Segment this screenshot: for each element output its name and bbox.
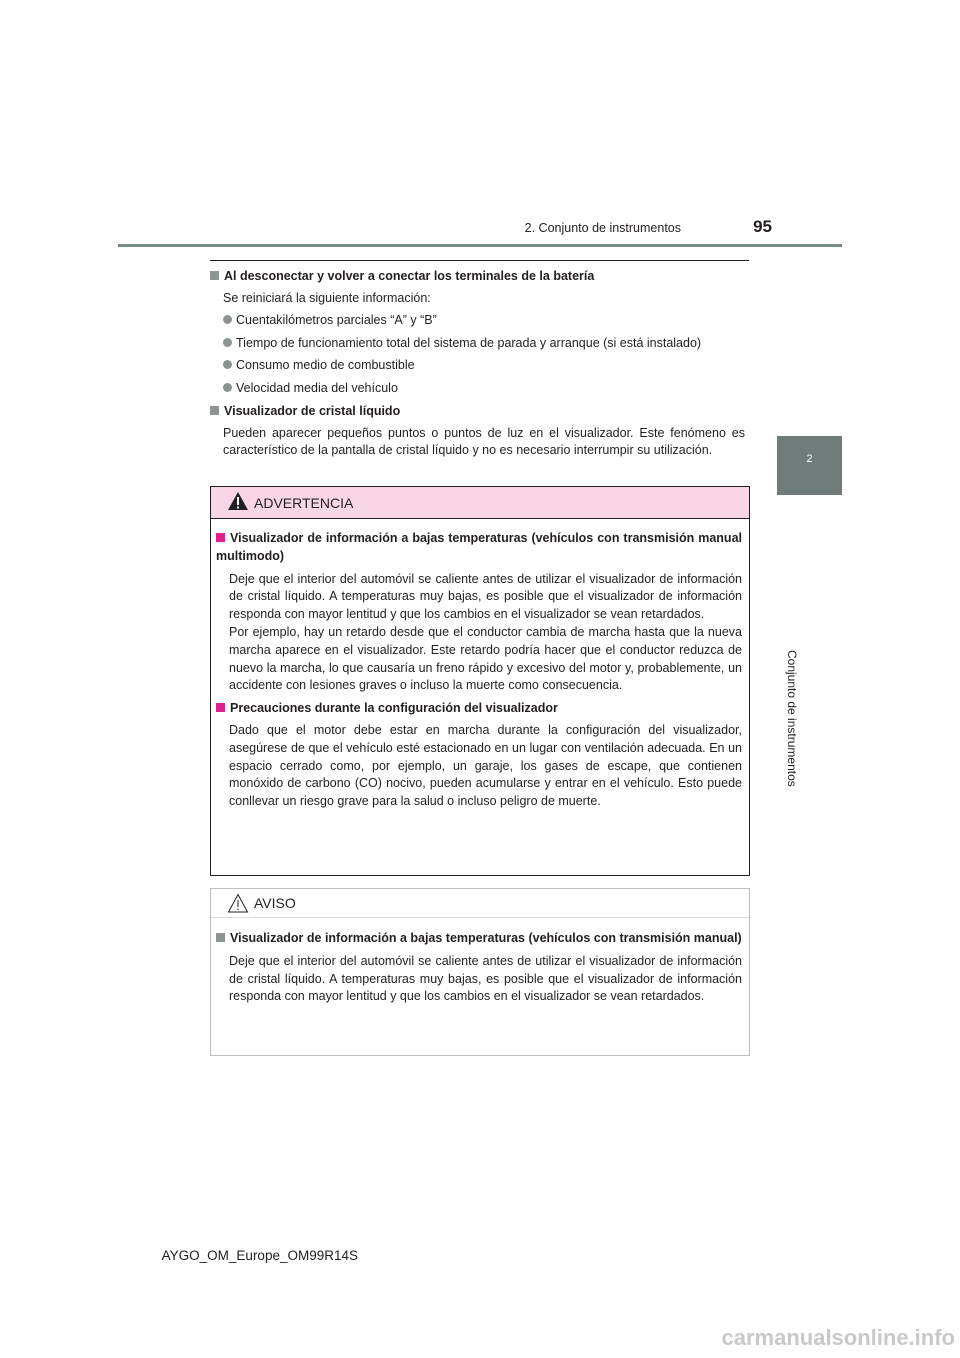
chapter-tab-label: Conjunto de instrumentos xyxy=(785,650,799,787)
watermark: carmanualsonline.info xyxy=(721,1325,955,1350)
section-lcd-body: Pueden aparecer pequeños puntos o puntos de luz en el visualizador. Este fenómeno es característico de la pantalla de cristal líquido y no es necesario interrumpir su utilización. xyxy=(223,425,745,458)
warning-item-heading: Visualizador de información a bajas temperaturas (vehículos con transmisión manual multimodo) xyxy=(216,531,742,563)
square-bullet-icon xyxy=(216,533,225,542)
section-lcd-heading: Visualizador de cristal líquido xyxy=(210,403,745,421)
round-bullet-icon xyxy=(223,360,232,369)
warning-content xyxy=(216,530,742,811)
document-code: AYGO_OM_Europe_OM99R14S xyxy=(161,1248,358,1263)
round-bullet-icon xyxy=(223,315,232,324)
list-item: Consumo medio de combustible xyxy=(223,357,745,375)
header-rule xyxy=(118,244,842,247)
square-bullet-icon xyxy=(210,406,219,415)
list-item: Tiempo de funcionamiento total del sistema de parada y arranque (si está instalado) xyxy=(223,335,745,353)
section-battery-intro: Se reiniciará la siguiente información: xyxy=(223,290,431,305)
warning-label: ADVERTENCIA xyxy=(254,495,354,511)
section-battery-heading: Al desconectar y volver a conectar los terminales de la batería xyxy=(210,268,745,286)
notice-item-body: Deje que el interior del automóvil se caliente antes de utilizar el visualizador de información de cristal líquido. A temperaturas muy bajas, es posible que el visualizador de información responda con mayor lentitud y que los cambios en el visualizador se vean retardados. xyxy=(229,953,742,1004)
content-top-rule xyxy=(210,260,749,261)
notice-item-heading: Visualizador de información a bajas temperaturas (vehículos con transmisión manual) xyxy=(216,930,742,948)
warning-item-body: Por ejemplo, hay un retardo desde que el conductor cambia de marcha hasta que la nueva marcha aparece en el visualizador. Este retardo podría hacer que el conductor reduzca de nuevo la marcha, lo que causaría un freno rápido y excesivo del motor y, probablemente, un accidente con lesiones graves o incluso la muerte como consecuencia. xyxy=(229,624,742,693)
warning-item-heading: Precauciones durante la configuración del visualizador xyxy=(216,700,742,718)
round-bullet-icon xyxy=(223,383,232,392)
square-bullet-icon xyxy=(216,933,225,942)
warning-item-body: Deje que el interior del automóvil se caliente antes de utilizar el visualizador de información de cristal líquido. A temperaturas muy bajas, es posible que el visualizador de información responda con mayor lentitud y que los cambios en el visualizador se vean retardados. xyxy=(229,571,742,622)
section-lcd xyxy=(210,403,745,460)
chapter-title: 2. Conjunto de instrumentos xyxy=(524,221,681,235)
caution-triangle-icon xyxy=(227,893,249,913)
section-battery xyxy=(210,268,745,398)
list-item: Cuentakilómetros parciales “A” y “B” xyxy=(223,312,745,330)
chapter-tab xyxy=(777,436,842,495)
square-bullet-icon xyxy=(210,271,219,280)
notice-header-rule xyxy=(211,917,749,918)
notice-label: AVISO xyxy=(254,895,296,911)
notice-content xyxy=(216,930,742,1006)
list-item: Velocidad media del vehículo xyxy=(223,380,745,398)
square-bullet-icon xyxy=(216,703,225,712)
chapter-tab-number: 2 xyxy=(806,453,813,465)
page-number: 95 xyxy=(753,217,772,236)
warning-triangle-icon xyxy=(227,491,249,511)
warning-item-body: Dado que el motor debe estar en marcha durante la configuración del visualizador, asegúrese de que el vehículo esté estacionado en un lugar con ventilación adecuada. En un espacio cerrado como, por ejemplo, un garaje, los gases de escape, que contienen monóxido de carbono (CO) nocivo, pueden acumularse y entrar en el vehículo. Esto puede conllevar un riesgo grave para la salud o incluso peligro de muerte. xyxy=(229,722,742,809)
round-bullet-icon xyxy=(223,338,232,347)
